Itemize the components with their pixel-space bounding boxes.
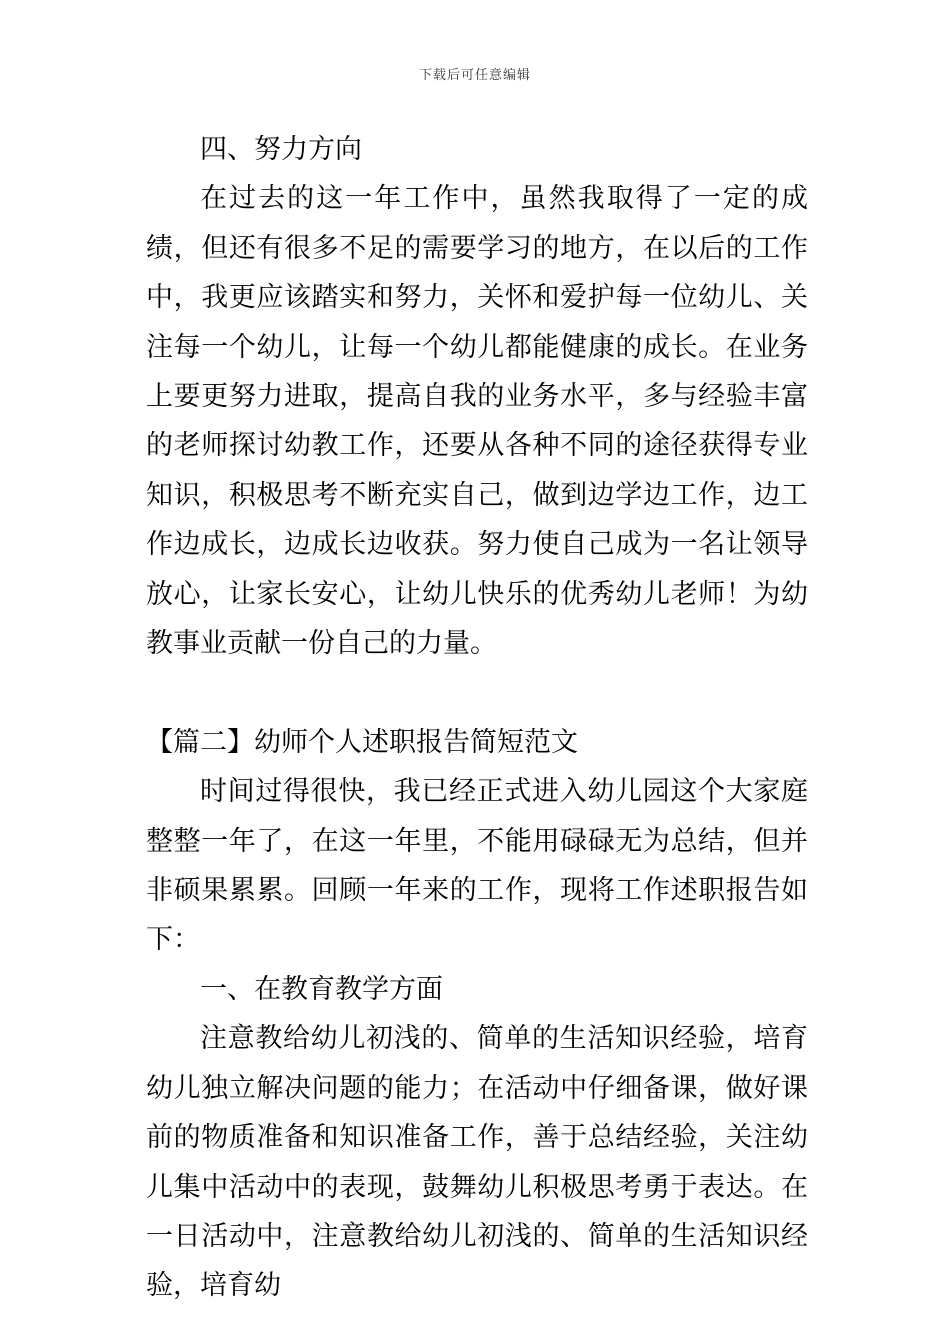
paragraph-intro: 时间过得很快，我已经正式进入幼儿园这个大家庭整整一年了，在这一年里，不能用碌碌无为总结，但并非硕果累累。回顾一年来的工作，现将工作述职报告如下：	[146, 776, 808, 956]
article-title-part-two: 【篇二】幼师个人述职报告简短范文	[146, 726, 578, 758]
blank-line	[146, 668, 808, 717]
section-heading-teaching: 一、在教育教学方面	[200, 973, 443, 1005]
page-header: 下载后可任意编辑	[418, 68, 531, 83]
document-body	[146, 125, 808, 1311]
paragraph-effort-direction: 在过去的这一年工作中，虽然我取得了一定的成绩，但还有很多不足的需要学习的地方，在以后的工作中，我更应该踏实和努力，关怀和爱护每一位幼儿、关注每一个幼儿，让每一个幼儿都能健康的成长。在业务上要更努力进取，提高自我的业务水平，多与经验丰富的老师探讨幼教工作，还要从各种不同的途径获得专业知识，积极思考不断充实自己，做到边学边工作，边工作边成长，边成长边收获。努力使自己成为一名让领导放心，让家长安心，让幼儿快乐的优秀幼儿老师！为幼教事业贡献一份自己的力量。	[146, 183, 808, 660]
section-heading-effort-direction: 四、努力方向	[200, 134, 362, 165]
paragraph-teaching: 注意教给幼儿初浅的、简单的生活知识经验，培育幼儿独立解决问题的能力；在活动中仔细备课，做好课前的物质准备和知识准备工作，善于总结经验，关注幼儿集中活动中的表现，鼓舞幼儿积极思考勇于表达。在一日活动中，注意教给幼儿初浅的、简单的生活知识经验，培育幼	[146, 1023, 808, 1302]
